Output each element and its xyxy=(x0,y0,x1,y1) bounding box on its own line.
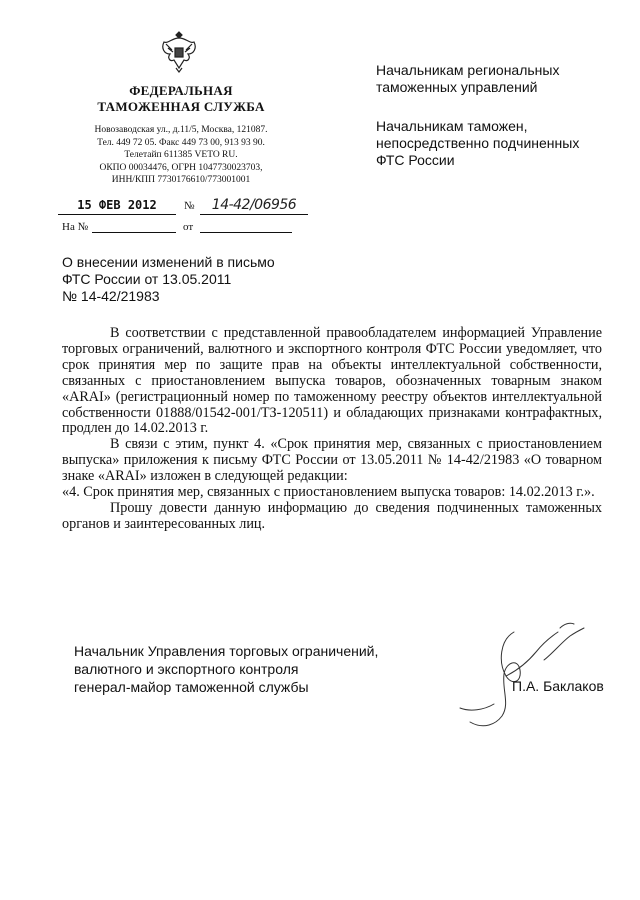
contacts-line: Тел. 449 72 05. Факс 449 73 00, 913 93 90. xyxy=(97,137,265,148)
subject-block xyxy=(62,254,275,305)
reference-date-blank xyxy=(200,232,292,233)
org-name-line2: ТАМОЖЕННАЯ СЛУЖБА xyxy=(97,99,265,114)
contacts-line: Телетайп 611385 VETO RU. xyxy=(124,150,238,160)
contacts-line: ОКПО 00034476, ОГРН 1047730023703, xyxy=(99,162,263,173)
addressee-regional xyxy=(376,62,559,96)
contacts-block xyxy=(66,124,296,187)
signer-name: П.А. Баклаков xyxy=(512,678,604,694)
org-name xyxy=(66,83,296,115)
contacts-line: Новозаводская ул., д.11/5, Москва, 121087. xyxy=(94,125,268,135)
body-paragraph-3: «4. Срок принятия мер, связанных с приостановлением выпуска товаров: 14.02.2013 г.». xyxy=(62,484,595,501)
addressee-line: ФТС России xyxy=(376,152,455,168)
reference-number-label: На № xyxy=(62,221,89,233)
addressee-line: Начальникам таможен, xyxy=(376,118,528,134)
subject-line: ФТС России от 13.05.2011 xyxy=(62,271,232,287)
subject-line: О внесении изменений в письмо xyxy=(62,254,275,270)
addressee-line: Начальникам региональных xyxy=(376,62,560,78)
contacts-line: ИНН/КПП 7730176610/773001001 xyxy=(111,175,251,185)
body-paragraph-2: В связи с этим, пункт 4. «Срок принятия мер, связанных с приостановлением выпуска» приложения к письму ФТС России от 13.05.2011 № 14-42/21983 «О товарном знаке «ARAI» изложен в следующей редакции: xyxy=(62,436,602,485)
body-paragraph-1: В соответствии с представленной правообладателем информацией Управление торговых ограничений, валютного и экспортного контроля ФТС России уведомляет, что срок принятия мер по защите прав на объекты интеллектуальной собственности, связанных с приостановлением выпуска товаров, обозначенных товарным знаком «ARAI» (регистрационный номер по таможенному реестру объектов интеллектуальной собственности 01888/01542-001/ТЗ-120511) и обладающих признаками контрафактных, продлен до 14.02.2013 г. xyxy=(62,325,602,437)
handwritten-signature xyxy=(440,612,600,742)
signer-title-line: генерал-майор таможенной службы xyxy=(74,679,309,695)
signer-title xyxy=(74,642,378,696)
registration-date-stamp: 15 ФЕВ 2012 xyxy=(58,196,176,215)
reference-number-blank xyxy=(92,232,176,233)
coat-of-arms-emblem xyxy=(158,28,200,74)
addressee-customs xyxy=(376,118,579,169)
letter-body xyxy=(62,326,602,533)
body-paragraph-4: Прошу довести данную информацию до сведения подчиненных таможенных органов и заинтересованных лиц. xyxy=(62,499,602,532)
addressee-line: таможенных управлений xyxy=(376,79,538,95)
addressee-line: непосредственно подчиненных xyxy=(376,135,580,151)
reference-date-label: от xyxy=(183,221,194,233)
registration-number: 14-42/06956 xyxy=(200,196,308,215)
signer-title-line: валютного и экспортного контроля xyxy=(74,661,299,677)
registration-number-label: № xyxy=(184,200,195,212)
subject-line: № 14-42/21983 xyxy=(62,288,160,304)
org-name-line1: ФЕДЕРАЛЬНАЯ xyxy=(129,83,233,98)
signer-title-line: Начальник Управления торговых ограничений, xyxy=(74,643,379,659)
